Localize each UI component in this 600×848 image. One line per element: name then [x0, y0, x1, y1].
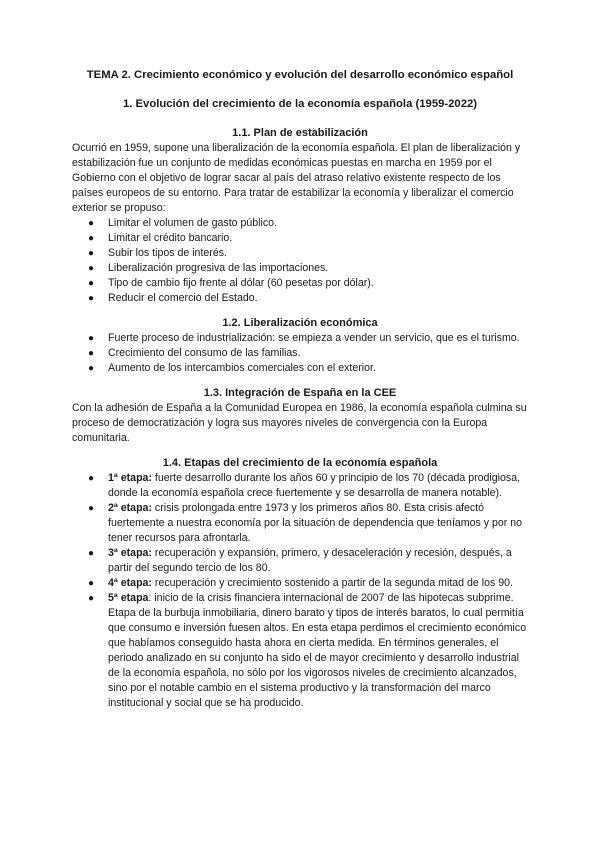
bullet-icon: ●	[88, 248, 95, 259]
bullet-icon: ●	[88, 363, 95, 374]
stage-label: 5ª etapa	[108, 592, 149, 604]
stage-text: crisis prolongada entre 1973 y los primeros años 80. Esta crisis afectó fuertemente a nuestra economía por la situación de dependencia que teníamos y por no tener recursos para afrontarla.	[108, 502, 523, 544]
stage-text: : inicio de la crisis financiera internacional de 2007 de las hipotecas subprime. Etapa de la burbuja inmobiliaria, dinero barato y tipos de interés baratos, lo cual permitía que consumo e inversión fuesen altos. En esta etapa perdimos el crecimiento económico que habíamos conseguido hasta ahora en cierta medida. En términos generales, el periodo analizado en su conjunto ha sido el de mayor crecimiento y desarrollo industrial de la economía española, no sólo por los vigorosos niveles de crecimiento alcanzados, sino por el notable cambio en el sistema productivo y la transformación del marco institucional y social que se ha producido.	[108, 592, 527, 709]
stage-label: 3ª etapa:	[108, 547, 152, 559]
stage-label: 2ª etapa:	[108, 502, 152, 514]
subsection-1-4-title: 1.4. Etapas del crecimiento de la economía española	[162, 457, 438, 469]
document-title: TEMA 2. Crecimiento económico y evolución del desarrollo económico español	[86, 69, 514, 81]
bullet-icon: ●	[88, 503, 95, 514]
list-item	[88, 576, 528, 591]
list-item	[88, 546, 528, 576]
bullet-icon: ●	[88, 278, 95, 289]
subsection-1-2-title: 1.2. Liberalización económica	[222, 317, 378, 329]
list-item: ● Crecimiento del consumo de las familias.	[88, 347, 301, 359]
stage-text: fuerte desarrollo durante los años 60 y principio de los 70 (década prodigiosa, donde la economía española crece fuertemente y se desarrolla de manera notable).	[108, 472, 521, 499]
subsection-1-1-list	[72, 216, 528, 306]
bullet-icon: ●	[88, 233, 95, 244]
subsection-1-1-paragraph: Ocurrió en 1959, supone una liberalización de la economía española. El plan de liberalización y estabilización fue un conjunto de medidas económicas puestas en marcha en 1959 por el Gobierno con el objetivo de lograr sacar al país del atraso relativo existente respecto de los países europeos de su entorno. Para tratar de estabilizar la economía y liberalizar el comercio exterior se propuso:	[72, 142, 521, 214]
stage-label: 4ª etapa:	[108, 577, 152, 589]
list-item	[88, 471, 528, 501]
list-item: ● Liberalización progresiva de las importaciones.	[88, 262, 329, 274]
subsection-1-3-paragraph: Con la adhesión de España a la Comunidad Europea en 1986, la economía española culmina su proceso de democratización y logra sus mayores niveles de convergencia con la Europa comunitaria.	[72, 402, 527, 444]
bullet-icon: ●	[88, 473, 95, 484]
list-item: ● Subir los tipos de interés.	[88, 247, 227, 259]
stage-label: 1ª etapa:	[108, 472, 152, 484]
section-1-title: 1. Evolución del crecimiento de la economía española (1959-2022)	[122, 98, 478, 110]
list-item	[88, 591, 528, 711]
bullet-icon: ●	[88, 218, 95, 229]
bullet-icon: ●	[88, 578, 95, 589]
subsection-1-4-list	[72, 471, 528, 711]
list-item: ● Limitar el crédito bancario.	[88, 232, 233, 244]
subsection-1-3-title: 1.3. Integración de España en la CEE	[203, 387, 397, 399]
list-item: ● Tipo de cambio fijo frente al dólar (60 pesetas por dólar).	[88, 277, 374, 289]
document-page	[72, 68, 528, 711]
list-item	[88, 501, 528, 546]
bullet-icon: ●	[88, 348, 95, 359]
bullet-icon: ●	[88, 263, 95, 274]
bullet-icon: ●	[88, 333, 95, 344]
subsection-1-2-list	[72, 331, 528, 376]
stage-text: recuperación y expansión, primero, y desaceleración y recesión, después, a partir del segundo tercio de los 80.	[108, 547, 512, 574]
stage-text: recuperación y crecimiento sostenido a partir de la segunda mitad de los 90.	[151, 577, 513, 589]
bullet-icon: ●	[88, 548, 95, 559]
bullet-icon: ●	[88, 293, 95, 304]
list-item: ● Fuerte proceso de industrialización: se empieza a vender un servicio, que es el turismo.	[88, 332, 520, 344]
subsection-1-1-title: 1.1. Plan de estabilización	[232, 127, 368, 139]
list-item: ● Limitar el volumen de gasto público.	[88, 217, 278, 229]
list-item: ● Reducir el comercio del Estado.	[88, 292, 258, 304]
bullet-icon: ●	[88, 593, 95, 604]
list-item: ● Aumento de los intercambios comerciales con el exterior.	[88, 362, 376, 374]
